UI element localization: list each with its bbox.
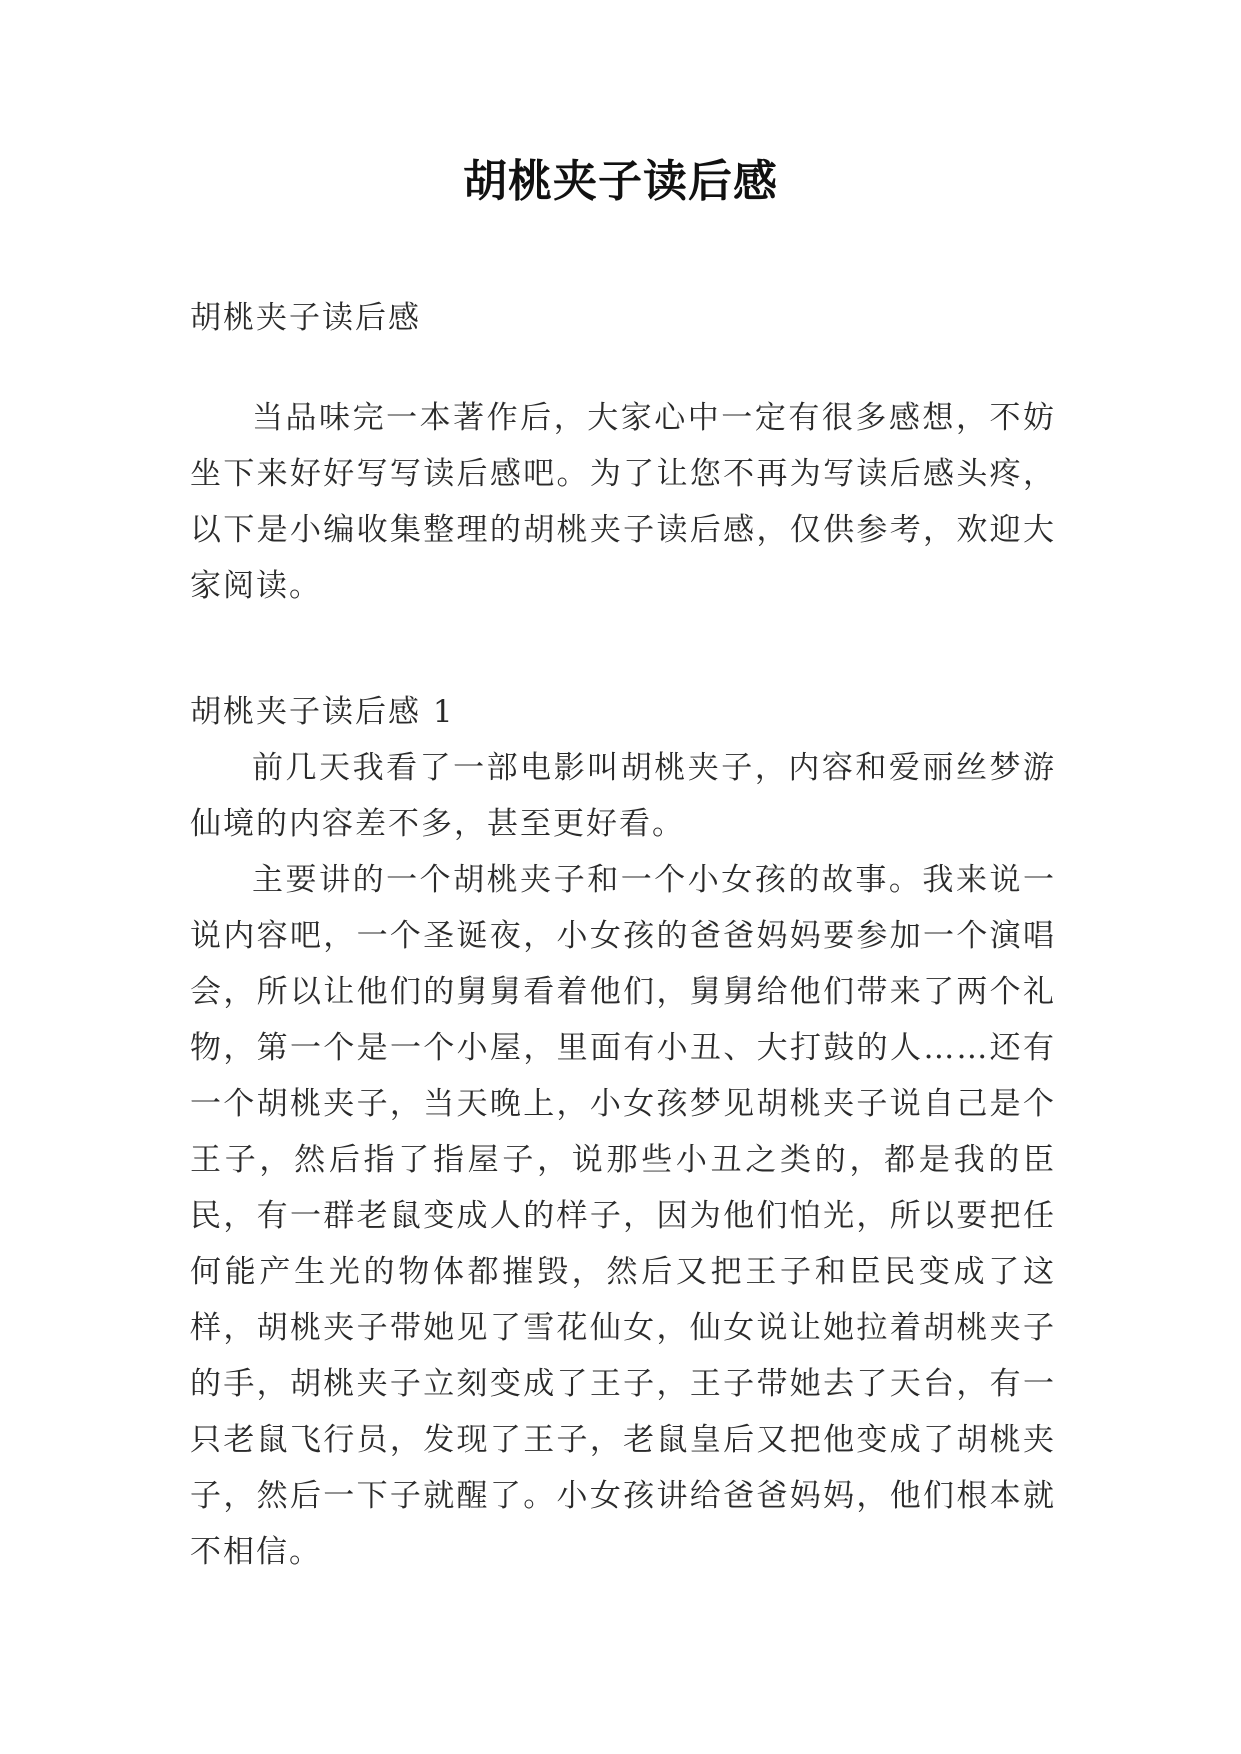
section-heading: 胡桃夹子读后感 1 — [190, 694, 455, 730]
intro-paragraph: 当品味完一本著作后，大家心中一定有很多感想，不妨坐下来好好写写读后感吧。为了让您不再为写读后感头疼，以下是小编收集整理的胡桃夹子读后感，仅供参考，欢迎大家阅读。 — [190, 400, 1056, 604]
spacer — [190, 614, 1056, 684]
document-title: 胡桃夹子读后感 — [463, 156, 778, 207]
document-subtitle: 胡桃夹子读后感 — [190, 300, 421, 336]
spacer — [190, 346, 1056, 390]
section-paragraph-1: 前几天我看了一部电影叫胡桃夹子，内容和爱丽丝梦游仙境的内容差不多，甚至更好看。 — [190, 750, 1056, 842]
section-paragraph-2: 主要讲的一个胡桃夹子和一个小女孩的故事。我来说一说内容吧，一个圣诞夜，小女孩的爸爸妈妈要参加一个演唱会，所以让他们的舅舅看着他们，舅舅给他们带来了两个礼物，第一个是一个小屋，里面有小丑、大打鼓的人……还有一个胡桃夹子，当天晚上，小女孩梦见胡桃夹子说自己是个王子，然后指了指屋子，说那些小丑之类的，都是我的臣民，有一群老鼠变成人的样子，因为他们怕光，所以要把任何能产生光的物体都摧毁，然后又把王子和臣民变成了这样，胡桃夹子带她见了雪花仙女，仙女说让她拉着胡桃夹子的手，胡桃夹子立刻变成了王子，王子带她去了天台，有一只老鼠飞行员，发现了王子，老鼠皇后又把他变成了胡桃夹子，然后一下子就醒了。小女孩讲给爸爸妈妈，他们根本就不相信。 — [190, 862, 1056, 1570]
document-body — [190, 290, 1056, 1580]
